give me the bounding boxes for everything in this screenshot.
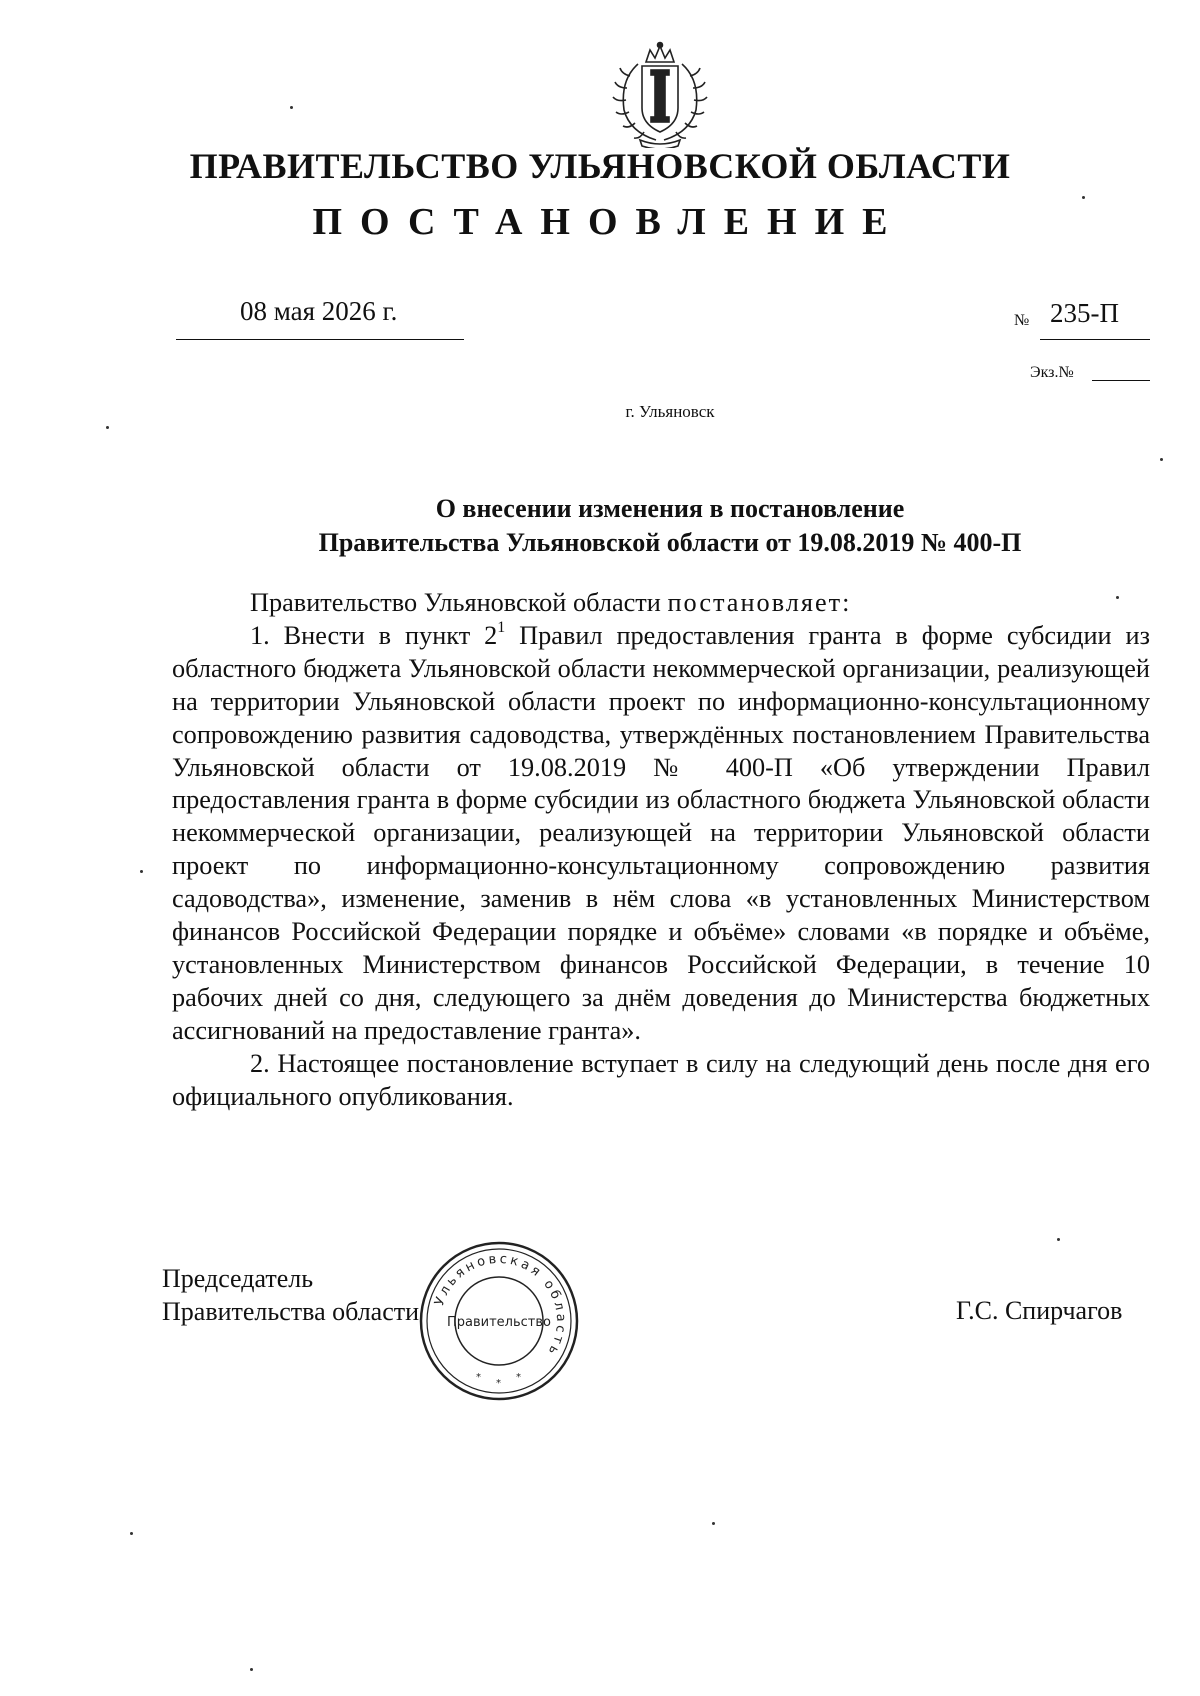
date-underline	[176, 339, 464, 340]
scan-speck	[1082, 196, 1085, 199]
svg-text:*: *	[496, 1378, 501, 1389]
document-city: г. Ульяновск	[625, 402, 715, 421]
intro-paragraph	[172, 587, 1150, 620]
coat-of-arms-emblem	[600, 40, 720, 148]
number-prefix: №	[1014, 312, 1030, 329]
intro-verb: постановляет:	[667, 588, 852, 617]
signer-name: Г.С. Спирчагов	[956, 1296, 1123, 1325]
paragraph-1-rest: Правил предоставления гранта в форме субсидии из областного бюджета Ульяновской области некоммерческой организации, реализующей на территории Ульяновской области проект по информационно-консультационному сопровождению развития садоводства, утверждённых постановлением Правительства Ульяновской области от 19.08.2019 № 400-П «Об утверждении Правил предоставления гранта в форме субсидии из областного бюджета Ульяновской области некоммерческой организации, реализующей на территории Ульяновской области проект по информационно-консультационному сопровождению развития садоводства», изменение, заменив в нём слова «в установленных Министерством финансов Российской Федерации порядке и объёме» словами «в порядке и объёме, установленных Министерством финансов Российской Федерации, в течение 10 рабочих дней со дня, следующего за днём доведения до Министерства бюджетных ассигнований на предоставление гранта».	[172, 620, 1150, 1045]
copy-number-blank	[1092, 380, 1150, 381]
government-title: ПРАВИТЕЛЬСТВО УЛЬЯНОВСКОЙ ОБЛАСТИ	[189, 146, 1011, 186]
scan-speck	[140, 870, 143, 873]
paragraph-1-start: 1. Внести в пункт 2	[250, 620, 498, 650]
svg-text:*: *	[516, 1372, 521, 1383]
seal-center-text: Правительство	[447, 1315, 551, 1330]
scan-speck	[1160, 458, 1163, 461]
svg-text:*: *	[476, 1372, 481, 1383]
number-underline	[1040, 339, 1150, 340]
scan-speck	[290, 106, 293, 109]
document-number: 235-П	[1050, 298, 1119, 328]
scan-speck	[1057, 1238, 1060, 1241]
document-type-title: ПОСТАНОВЛЕНИЕ	[312, 201, 906, 243]
document-body	[172, 587, 1150, 1114]
intro-lead: Правительство Ульяновской области	[250, 588, 668, 617]
scan-speck	[250, 1668, 253, 1671]
seal-ring-text: Ульяновская область	[432, 1251, 569, 1360]
signer-position-line-2: Правительства области	[162, 1297, 420, 1326]
scan-speck	[712, 1522, 715, 1525]
signer-position-line-1: Председатель	[162, 1264, 314, 1293]
paragraph-1	[172, 620, 1150, 1048]
document-subject	[150, 492, 1190, 560]
paragraph-2: 2. Настоящее постановление вступает в силу на следующий день после дня его официального опубликования.	[172, 1048, 1150, 1111]
paragraph-1-superscript: 1	[497, 618, 506, 636]
scan-speck	[130, 1532, 133, 1535]
signer-position	[162, 1262, 419, 1328]
subject-line-2: Правительства Ульяновской области от 19.08.2019 № 400-П	[318, 528, 1022, 557]
document-date: 08 мая 2026 г.	[240, 296, 398, 326]
subject-line-1: О внесении изменения в постановление	[435, 494, 905, 523]
scan-speck	[106, 426, 109, 429]
copy-number-label: Экз.№	[1030, 364, 1074, 381]
scan-speck	[1116, 596, 1119, 599]
official-seal	[418, 1240, 580, 1402]
